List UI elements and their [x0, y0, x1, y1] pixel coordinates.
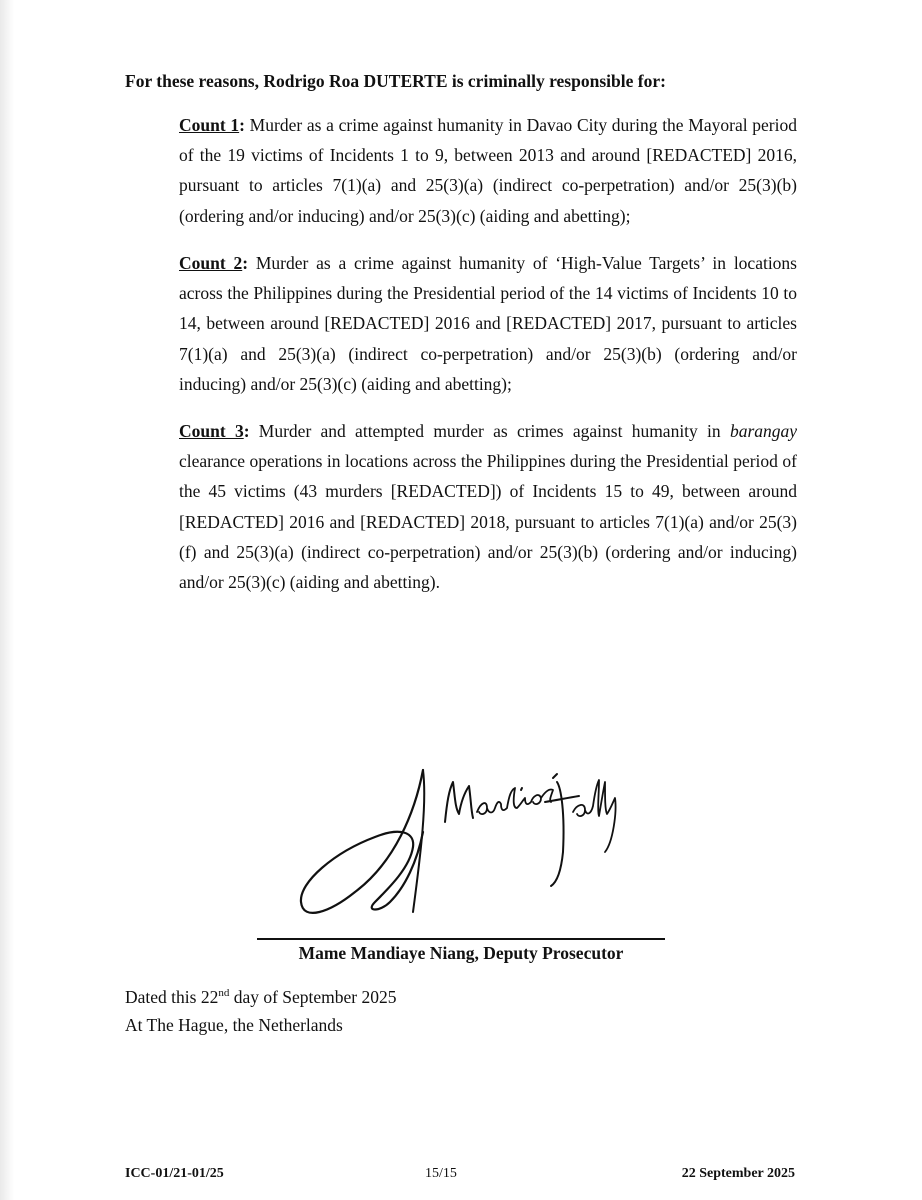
count-1-label: Count 1:: [179, 115, 245, 135]
dated-line: Dated this 22nd day of September 2025: [125, 987, 397, 1007]
handwritten-signature: [295, 752, 625, 922]
ordinal-suffix: nd: [218, 987, 230, 999]
count-2-text: Murder as a crime against humanity of ‘High-Value Targets’ in locations across the Philippines during the Presidential period of the 14 victims of Incidents 10 to 14, between around [REDACTED] 2016 and [REDACTED] 2017, pursuant to articles 7(1)(a) and 25(3)(a) (indirect co-perpetration) and/or 25(3)(b) (ordering and/or inducing) and/or 25(3)(c) (aiding and abetting);: [179, 253, 797, 394]
count-1-text: Murder as a crime against humanity in Davao City during the Mayoral period of the 19 victims of Incidents 1 to 9, between 2013 and around [REDACTED] 2016, pursuant to articles 7(1)(a) and 25(3)(a) (indirect co-perpetration) and/or 25(3)(b) (ordering and/or inducing) and/or 25(3)(c) (aiding and abetting);: [179, 115, 797, 226]
count-3-paragraph: [179, 416, 797, 597]
page-edge-shadow: [0, 0, 14, 1200]
signatory-name: Mame Mandiaye Niang, Deputy Prosecutor: [298, 943, 624, 963]
count-1-paragraph: [179, 110, 797, 231]
count-3-text-before: Murder and attempted murder as crimes against humanity in: [249, 421, 730, 441]
signature-line: [257, 938, 665, 940]
count-2-label: Count 2:: [179, 253, 249, 273]
place-line: At The Hague, the Netherlands: [125, 1015, 343, 1035]
count-3-text-after: clearance operations in locations across the Philippines during the Presidential period of the 45 victims (43 murders [REDACTED]) of Incidents 15 to 49, between around [REDACTED] 2016 and [REDACTED] 2018, pursuant to articles 7(1)(a) and/or 25(3)(f) and 25(3)(a) (indirect co-perpetration) and/or 25(3)(b) (ordering and/or inducing) and/or 25(3)(c) (aiding and abetting).: [179, 451, 797, 593]
count-2-paragraph: [179, 248, 797, 399]
intro-statement: For these reasons, Rodrigo Roa DUTERTE is criminally responsible for:: [125, 71, 666, 91]
footer-date: 22 September 2025: [681, 1166, 795, 1181]
footer-case-number: ICC-01/21-01/25: [125, 1166, 224, 1181]
footer-page-number: 15/15: [425, 1166, 457, 1181]
count-3-label: Count 3:: [179, 421, 250, 441]
count-3-italic-term: barangay: [729, 421, 798, 441]
